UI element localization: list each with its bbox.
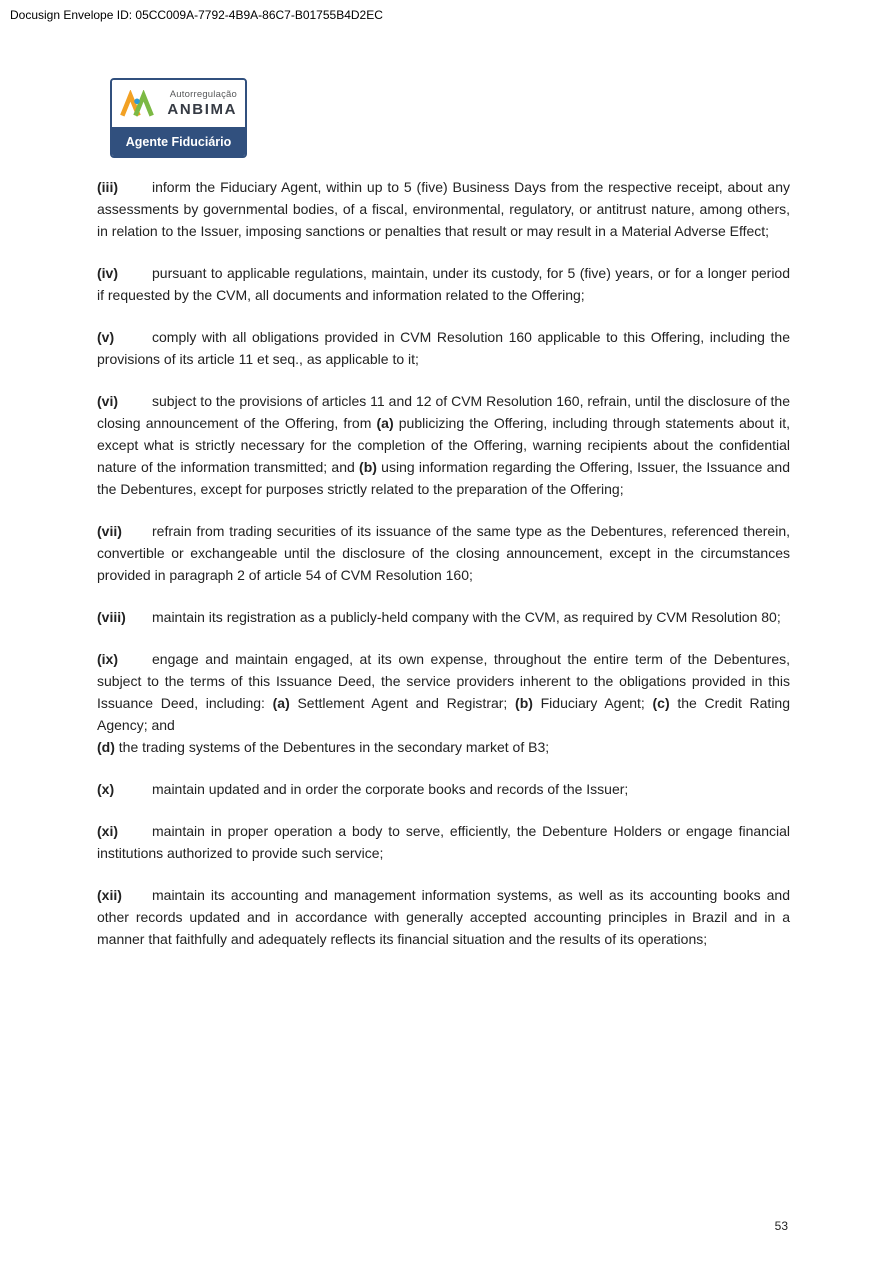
text-run: subject to the provisions of articles 11 and 12 of CVM Resolution 160, refrain, until the disclosure of the closing announcement of the Offering, from <box>97 393 790 431</box>
paragraph-label: (vi) <box>97 393 118 409</box>
text-run: Fiduciary Agent; <box>532 695 653 711</box>
bold-text-run: (a) <box>376 415 394 431</box>
docusign-envelope-id: Docusign Envelope ID: 05CC009A-7792-4B9A-86C7-B01755B4D2EC <box>10 8 383 22</box>
text-run: Settlement Agent and Registrar; <box>289 695 516 711</box>
anbima-badge-text <box>167 90 237 117</box>
agente-fiduciario-banner <box>112 127 245 156</box>
text-run: maintain its accounting and management information systems, as well as its accounting books and other records updated and in accordance with generally accepted accounting principles in Brazil and in a manner that faithfully and adequately reflects its financial situation and the results of its operations; <box>97 887 790 947</box>
bold-text-run: (b) <box>359 459 377 475</box>
text-run: the trading systems of the Debentures in the secondary market of B3; <box>114 739 550 755</box>
text-run: maintain updated and in order the corporate books and records of the Issuer; <box>152 781 629 797</box>
text-run: maintain in proper operation a body to serve, efficiently, the Debenture Holders or engage financial institutions authorized to provide such service; <box>97 823 790 861</box>
paragraph <box>97 326 790 370</box>
bold-text-run: (b) <box>515 695 533 711</box>
paragraph <box>97 176 790 242</box>
page-number: 53 <box>774 1219 788 1233</box>
text-run: maintain its registration as a publicly-held company with the CVM, as required by CVM Resolution 80; <box>152 609 781 625</box>
paragraph <box>97 520 790 586</box>
anbima-m-logo-icon <box>120 90 154 118</box>
paragraph-label: (vii) <box>97 523 122 539</box>
paragraph-label: (v) <box>97 329 115 345</box>
paragraph-label: (iii) <box>97 179 118 195</box>
text-run: pursuant to applicable regulations, maintain, under its custody, for 5 (five) years, or for a longer period if requested by the CVM, all documents and information related to the Offering; <box>97 265 790 303</box>
paragraph <box>97 606 790 628</box>
text-run: inform the Fiduciary Agent, within up to 5 (five) Business Days from the respective receipt, about any assessments by governmental bodies, of a fiscal, environmental, regulatory, or antitrust nature, among others, in relation to the Issuer, imposing sanctions or penalties that result or may result in a Material Adverse Effect; <box>97 179 790 239</box>
paragraph-label: (xi) <box>97 823 118 839</box>
text-run: engage and maintain engaged, at its own expense, throughout the entire term of the Debentures, subject to the terms of this Issuance Deed, the service providers inherent to the obligations provided in this Issuance Deed, including: <box>97 651 790 711</box>
paragraph <box>97 820 790 864</box>
bold-text-run: (a) <box>272 695 290 711</box>
paragraph-label: (viii) <box>97 609 126 625</box>
paragraph <box>97 262 790 306</box>
text-run: the Credit Rating Agency; and <box>97 695 791 733</box>
paragraphs <box>97 176 790 950</box>
paragraph <box>97 648 790 758</box>
paragraph-label: (x) <box>97 781 115 797</box>
paragraph-label: (ix) <box>97 651 118 667</box>
anbima-label: ANBIMA <box>167 100 237 118</box>
bold-text-run: (d) <box>97 739 115 755</box>
paragraph <box>97 884 790 950</box>
text-run: using information regarding the Offering, Issuer, the Issuance and the Debentures, except for purposes strictly related to the preparation of the Offering; <box>97 459 790 497</box>
autorregulacao-label: Autorregulação <box>169 89 237 101</box>
anbima-badge <box>110 78 247 158</box>
paragraph-label: (xii) <box>97 887 122 903</box>
text-run: publicizing the Offering, including through statements about it, except what is strictly necessary for the completion of the Offering, warning recipients about the confidential nature of the information transmitted; and <box>97 415 790 475</box>
paragraph <box>97 778 790 800</box>
paragraph-label: (iv) <box>97 265 118 281</box>
document-body <box>97 176 790 950</box>
text-run: refrain from trading securities of its issuance of the same type as the Debentures, referenced therein, convertible or exchangeable until the disclosure of the closing announcement, except in the circumstances provided in paragraph 2 of article 54 of CVM Resolution 160; <box>97 523 790 583</box>
anbima-badge-top <box>112 80 245 127</box>
paragraph <box>97 390 790 500</box>
bold-text-run: (c) <box>652 695 670 711</box>
agente-fiduciario-label: Agente Fiduciário <box>125 134 232 149</box>
text-run: comply with all obligations provided in CVM Resolution 160 applicable to this Offering, including the provisions of its article 11 et seq., as applicable to it; <box>97 329 790 367</box>
